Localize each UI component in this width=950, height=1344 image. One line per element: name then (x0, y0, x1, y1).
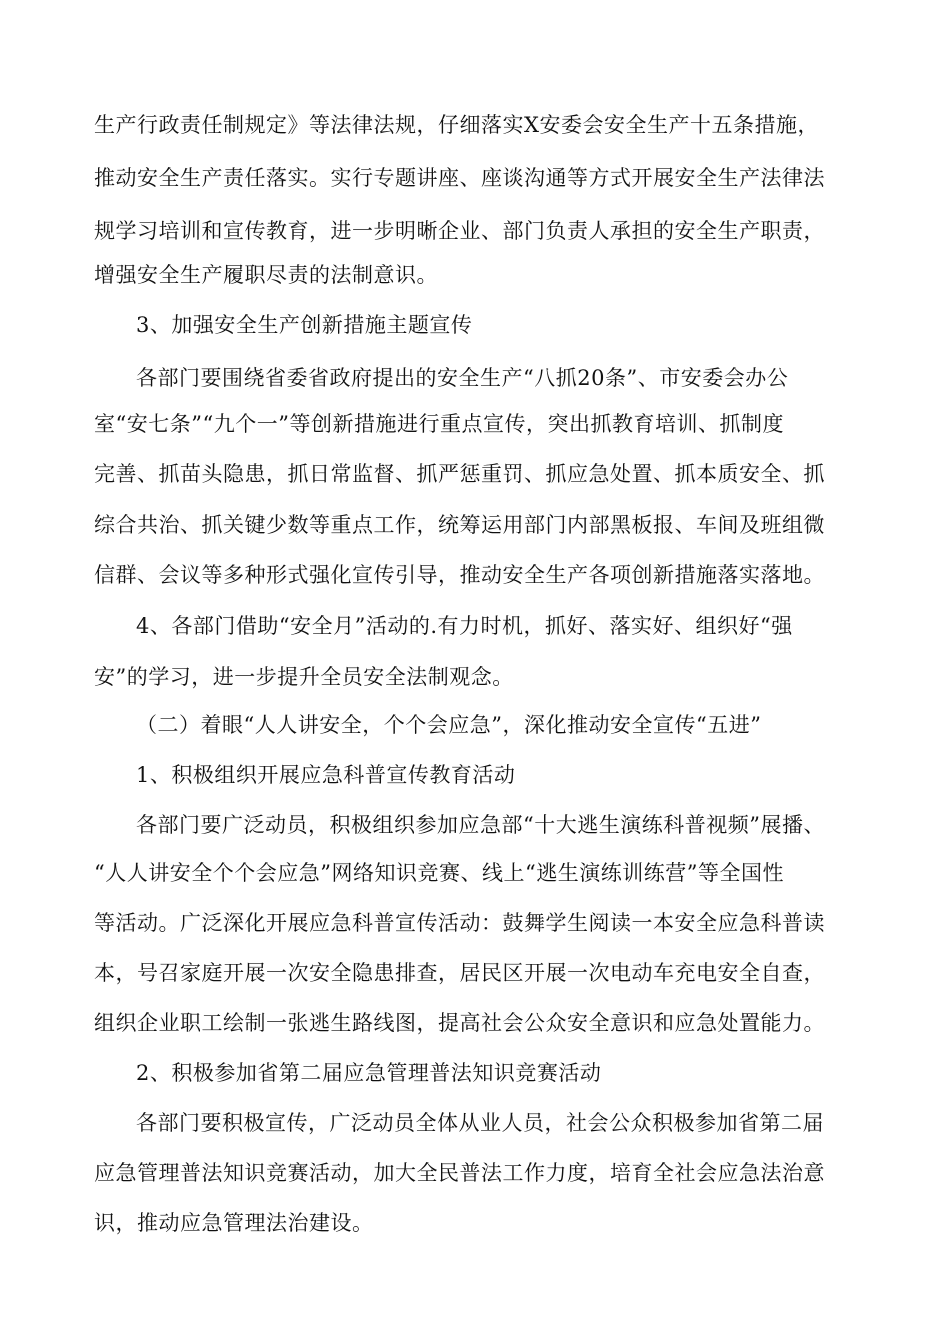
paragraph-line: 室“安七条”“九个一”等创新措施进行重点宣传，突出抓教育培训、抓制度 (94, 412, 784, 436)
paragraph-line: 组织企业职工绘制一张逃生路线图，提高社会公众安全意识和应急处置能力。 (94, 1011, 825, 1035)
paragraph-line: 增强安全生产履职尽责的法制意识。 (94, 263, 438, 287)
paragraph-line: 规学习培训和宣传教育，进一步明晰企业、部门负责人承担的安全生产职责， (94, 219, 825, 243)
paragraph-line: 安”的学习，进一步提升全员安全法制观念。 (94, 665, 514, 689)
paragraph-line: 各部门要围绕省委省政府提出的安全生产“八抓20条”、市安委会办公 (136, 366, 789, 390)
paragraph-line: 各部门要广泛动员，积极组织参加应急部“十大逃生演练科普视频”展播、 (136, 813, 825, 837)
paragraph-line: 4、各部门借助“安全月”活动的.有力时机，抓好、落实好、组织好“强 (136, 614, 793, 638)
paragraph-line: 推动安全生产责任落实。实行专题讲座、座谈沟通等方式开展安全生产法律法 (94, 166, 825, 190)
paragraph-line: 生产行政责任制规定》等法律法规，仔细落实X安委会安全生产十五条措施， (94, 113, 819, 137)
paragraph-line: 综合共治、抓关键少数等重点工作，统筹运用部门内部黑板报、车间及班组微 (94, 513, 825, 537)
paragraph-line: 完善、抓苗头隐患，抓日常监督、抓严惩重罚、抓应急处置、抓本质安全、抓 (94, 462, 825, 486)
paragraph-line: 应急管理普法知识竞赛活动，加大全民普法工作力度，培育全社会应急法治意 (94, 1161, 825, 1185)
paragraph-line: 本，号召家庭开展一次安全隐患排查，居民区开展一次电动车充电安全自查， (94, 961, 825, 985)
paragraph-line: 识，推动应急管理法治建设。 (94, 1211, 374, 1235)
paragraph-line: 信群、会议等多种形式强化宣传引导，推动安全生产各项创新措施落实落地。 (94, 563, 825, 587)
paragraph-line: 等活动。广泛深化开展应急科普宣传活动：鼓舞学生阅读一本安全应急科普读 (94, 911, 825, 935)
section-heading: （二）着眼“人人讲安全，个个会应急”，深化推动安全宣传“五进” (136, 713, 762, 737)
paragraph-line: “人人讲安全个个会应急”网络知识竞赛、线上“逃生演练训练营”等全国性 (94, 861, 784, 885)
section-heading: 2、积极参加省第二届应急管理普法知识竞赛活动 (136, 1061, 602, 1085)
paragraph-line: 各部门要积极宣传，广泛动员全体从业人员，社会公众积极参加省第二届 (136, 1111, 824, 1135)
section-heading: 1、积极组织开展应急科普宣传教育活动 (136, 763, 516, 787)
section-heading: 3、加强安全生产创新措施主题宣传 (136, 313, 473, 337)
